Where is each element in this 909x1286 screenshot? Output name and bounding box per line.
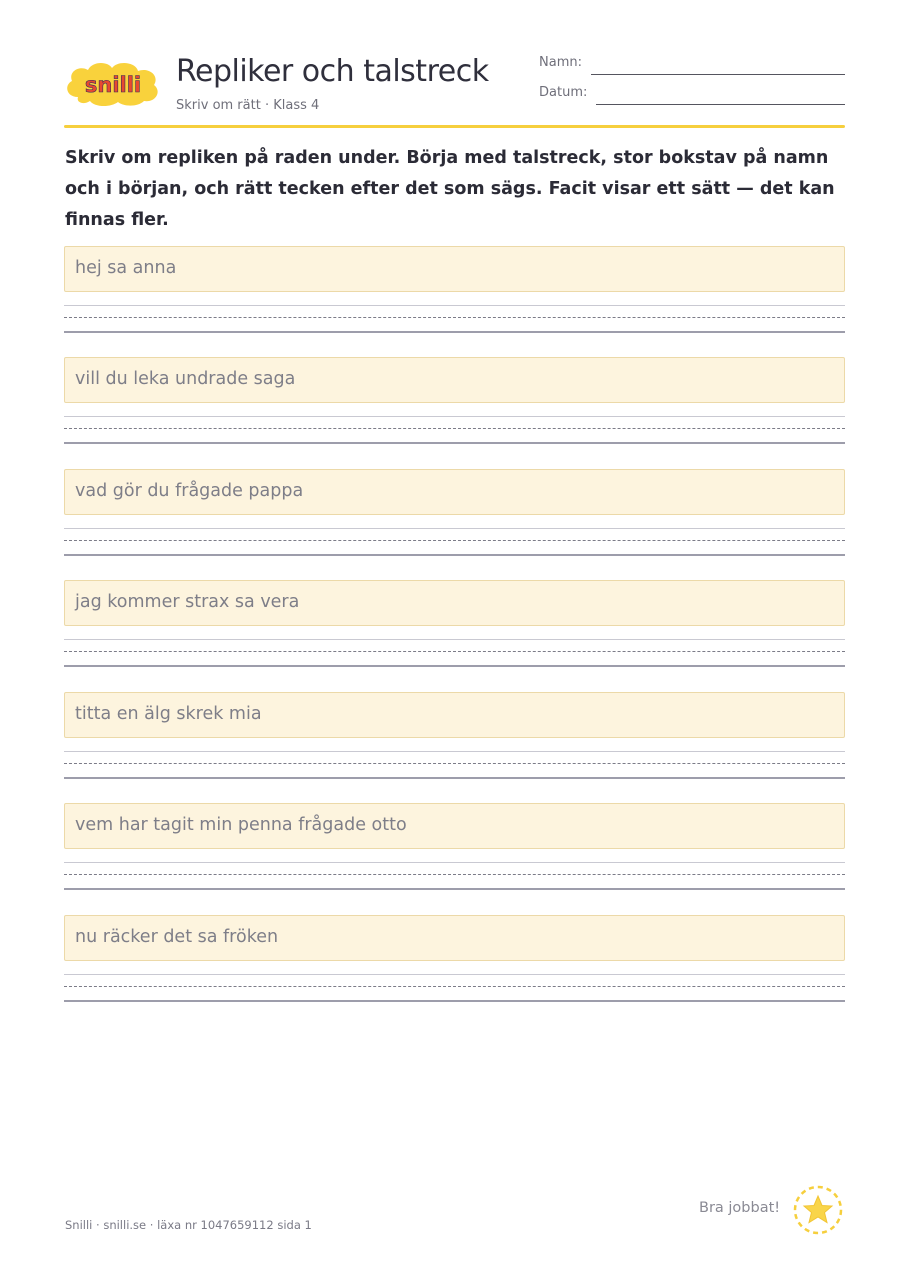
- header-divider: [64, 125, 845, 128]
- prompt-text: titta en älg skrek mia: [75, 704, 262, 724]
- writing-line-mid: [64, 763, 845, 764]
- page-title: Repliker och talstreck: [176, 54, 489, 89]
- exercise: [64, 692, 845, 782]
- date-label: Datum:: [539, 85, 588, 100]
- writing-line-top: [64, 862, 845, 863]
- page-subtitle: Skriv om rätt · Klass 4: [176, 98, 320, 113]
- writing-line-mid: [64, 317, 845, 318]
- star-badge-icon: [792, 1184, 844, 1236]
- writing-line-top: [64, 416, 845, 417]
- writing-line-base[interactable]: [64, 1000, 845, 1002]
- writing-line-top: [64, 751, 845, 752]
- writing-line-base[interactable]: [64, 665, 845, 667]
- prompt-box: [64, 803, 845, 849]
- exercise: [64, 915, 845, 1005]
- exercise: [64, 803, 845, 893]
- exercise: [64, 357, 845, 447]
- writing-line-base[interactable]: [64, 554, 845, 556]
- prompt-box: [64, 915, 845, 961]
- prompt-box: [64, 469, 845, 515]
- writing-line-mid: [64, 428, 845, 429]
- exercise: [64, 246, 845, 336]
- writing-line-mid: [64, 540, 845, 541]
- writing-line-top: [64, 639, 845, 640]
- logo-text: snilli: [84, 73, 142, 97]
- writing-line-top: [64, 305, 845, 306]
- date-line: [596, 104, 845, 105]
- writing-line-base[interactable]: [64, 888, 845, 890]
- praise-text: Bra jobbat!: [699, 1200, 781, 1216]
- writing-line-base[interactable]: [64, 331, 845, 333]
- prompt-text: hej sa anna: [75, 258, 177, 278]
- prompt-box: [64, 692, 845, 738]
- exercise: [64, 469, 845, 559]
- prompt-text: vill du leka undrade saga: [75, 369, 296, 389]
- prompt-box: [64, 246, 845, 292]
- prompt-text: jag kommer strax sa vera: [75, 592, 300, 612]
- writing-line-mid: [64, 651, 845, 652]
- writing-line-base[interactable]: [64, 442, 845, 444]
- prompt-text: vad gör du frågade pappa: [75, 481, 304, 501]
- name-label: Namn:: [539, 55, 582, 70]
- name-field[interactable]: [539, 55, 845, 75]
- snilli-logo: [64, 57, 162, 109]
- instructions: Skriv om repliken på raden under. Börja med talstreck, stor bokstav på namn och i början, och rätt tecken efter det som sägs. Facit visar ett sätt — det kan finnas fler.: [65, 148, 835, 230]
- writing-line-top: [64, 974, 845, 975]
- name-line: [591, 74, 845, 75]
- writing-line-base[interactable]: [64, 777, 845, 779]
- exercise: [64, 580, 845, 670]
- prompt-text: vem har tagit min penna frågade otto: [75, 815, 407, 835]
- date-field[interactable]: [539, 85, 845, 105]
- prompt-text: nu räcker det sa fröken: [75, 927, 279, 947]
- writing-line-mid: [64, 874, 845, 875]
- prompt-box: [64, 357, 845, 403]
- writing-line-mid: [64, 986, 845, 987]
- footer-text: Snilli · snilli.se · läxa nr 1047659112 sida 1: [65, 1218, 312, 1232]
- writing-line-top: [64, 528, 845, 529]
- prompt-box: [64, 580, 845, 626]
